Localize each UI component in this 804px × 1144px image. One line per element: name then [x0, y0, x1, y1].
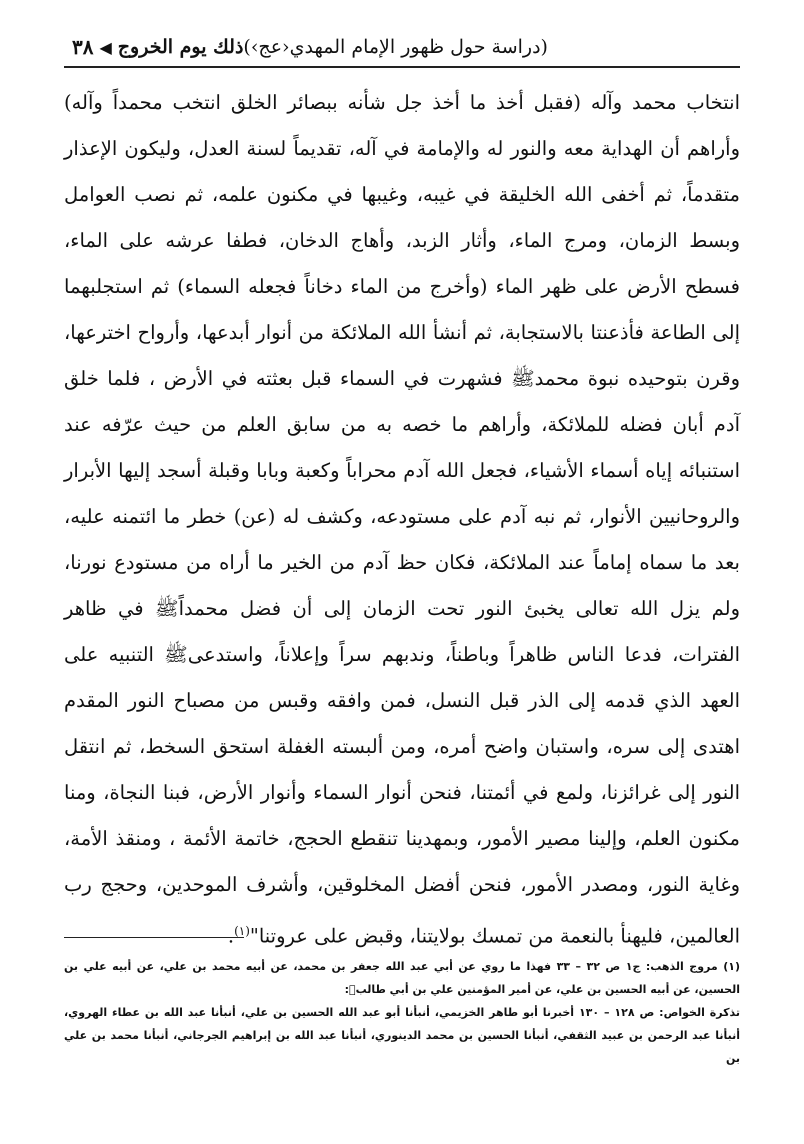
page-number: ٣٨ — [72, 35, 94, 59]
arrow-icon: ◀ — [99, 37, 112, 57]
running-header — [64, 28, 740, 68]
end-mark: . — [227, 924, 235, 948]
book-subtitle: (دراسة حول ظهور الإمام المهدي‹عج›) — [243, 36, 548, 58]
footnotes-section — [64, 955, 740, 1075]
footnote-reference[interactable]: (١) — [234, 924, 250, 938]
footnote-divider — [64, 937, 244, 938]
footnote-1: (١) مروج الذهب: ج١ ص ٣٢ – ٣٣ فهذا ما روي عن أبي عبد الله جعفر بن محمد، عن أبيه محمد بن علي، عن أبيه علي بن الحسين، عن أبيه الحسين بن علي، عن أمير المؤمنين علي بن أبي طالبؑ: — [64, 960, 740, 996]
main-paragraph — [64, 80, 740, 948]
book-title: ذلك يوم الخروج — [117, 36, 244, 58]
paragraph-text: انتخاب محمد وآله (فقبل أخذ ما أخذ جل شأنه ببصائر الخلق انتخب محمداً وآله) وأراهم أن الهداية معه والنور له والإمامة في آله، تقديماً لسنة العدل، وليكون الإعذار متقدماً، ثم أخفى الله الخليقة في غيبه، وغيبها في مكنون علمه، ثم نصب العوامل وبسط الزمان، ومرج الماء، وأثار الزبد، وأهاج الدخان، فطفا عرشه على الماء، فسطح الأرض على ظهر الماء (وأخرج من الماء دخاناً فجعله السماء) ثم استجلبهما إلى الطاعة فأذعنتا بالاستجابة، ثم أنشأ الله الملائكة من أنوار أبدعها، وأرواح اخترعها، وقرن بتوحيده نبوة محمدﷺ فشهرت في السماء قبل بعثته في الأرض ، فلما خلق آدم أبان فضله للملائكة، وأراهم ما خصه به من سابق العلم من حيث عرّفه عند استنبائه إياه أسماء الأشياء، فجعل الله آدم محراباً وكعبة وبابا وقبلة أسجد إليها الأبرار والروحانيين الأنوار، ثم نبه آدم على مستودعه، وكشف له (عن) خطر ما ائتمنه عليه، بعد ما سماه إماماً عند الملائكة، فكان حظ آدم من الخير ما أراه من مستودع نورنا، ولم يزل الله تعالى يخبئ النور تحت الزمان إلى أن فضل محمداًﷺ في ظاهر الفترات، فدعا الناس ظاهراً وباطناً، وندبهم سراً وإعلاناً، واستدعىﷺ التنبيه على العهد الذي قدمه إلى الذر قبل النسل، فمن وافقه وقبس من مصباح النور المقدم اهتدى إلى سره، واستبان واضح أمره، ومن ألبسته الغفلة استحق السخط، ثم انتقل النور إلى غرائزنا، ولمع في أئمتنا، فنحن أنوار السماء وأنوار الأرض، فبنا النجاة، ومنا مكنون العلم، وإلينا مصير الأمور، وبمهدينا تنقطع الحجج، خاتمة الأئمة ، ومنقذ الأمة، وغاية النور، ومصدر الأمور، فنحن أفضل المخلوقين، وأشرف الموحدين، وحجج رب العالمين، فليهنأ بالنعمة من تمسك بولايتنا، وقبض على عروتنا" — [64, 91, 740, 948]
footnote-2: تذكرة الخواص: ص ١٢٨ – ١٣٠ أخبرنا أبو طاهر الخزيمي، أنبأنا أبو عبد الله الحسين بن علي، أنبأنا عبد الله بن عطاء الهروي، أنبأنا عبد الرحمن بن عبيد الثقفي، أنبأنا الحسين بن محمد الدينوري، أنبأنا عبد الله بن إبراهيم الجرجاني، أنبأنا محمد بن علي بن — [64, 1006, 740, 1065]
